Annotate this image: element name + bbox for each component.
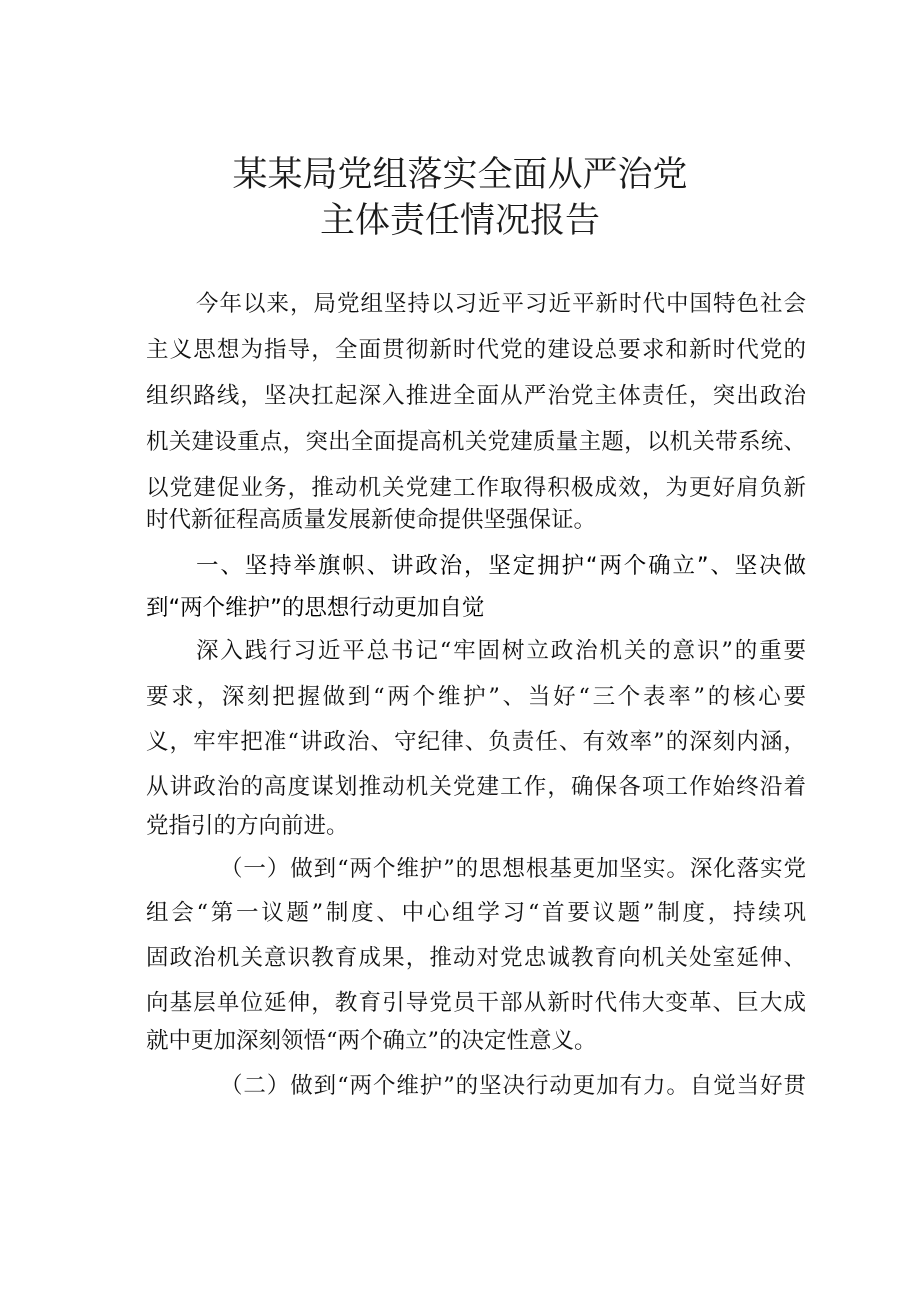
subsection-line: 就中更加深刻领悟“两个确立”的决定性意义。	[146, 1028, 597, 1054]
intro-line: 今年以来，局党组坚持以习近平习近平新时代中国特色社会	[196, 291, 806, 317]
intro-line: 主义思想为指导，全面贯彻新时代党的建设总要求和新时代党的	[146, 337, 806, 363]
section-heading-line: 一、坚持举旗帜、讲政治，坚定拥护“两个确立”、坚决做	[196, 553, 806, 579]
section-body-line: 党指引的方向前进。	[146, 813, 349, 839]
section-body-line: 从讲政治的高度谋划推动机关党建工作，确保各项工作始终沿着	[146, 774, 806, 800]
section-heading-line: 到“两个维护”的思想行动更加自觉	[146, 595, 485, 621]
intro-line: 组织路线，坚决扛起深入推进全面从严治党主体责任，突出政治	[146, 383, 806, 409]
document-title-line-2: 主体责任情况报告	[319, 201, 600, 241]
subsection-line: 固政治机关意识教育成果，推动对党忠诚教育向机关处室延伸、	[146, 945, 806, 971]
section-body-line: 深入践行习近平总书记“牢固树立政治机关的意识”的重要	[196, 638, 806, 664]
subsection-line: 向基层单位延伸，教育引导党员干部从新时代伟大变革、巨大成	[146, 990, 806, 1016]
intro-line: 以党建促业务，推动机关党建工作取得积极成效，为更好肩负新	[146, 475, 806, 501]
section-body-line: 义，牢牢把准“讲政治、守纪律、负责任、有效率”的深刻内涵，	[146, 729, 806, 755]
section-body-line: 要求，深刻把握做到“两个维护”、当好“三个表率”的核心要	[146, 684, 806, 710]
intro-line: 机关建设重点，突出全面提高机关党建质量主题，以机关带系统、	[146, 429, 806, 455]
subsection-line: 组会“第一议题”制度、中心组学习“首要议题”制度，持续巩	[146, 900, 806, 926]
subsection-line: （一）做到“两个维护”的思想根基更加坚实。深化落实党	[220, 856, 806, 882]
subsection-line: （二）做到“两个维护”的坚决行动更加有力。自觉当好贯	[220, 1073, 806, 1099]
intro-line: 时代新征程高质量发展新使命提供坚强保证。	[146, 507, 597, 533]
document-title-line-1: 某某局党组落实全面从严治党	[232, 155, 688, 195]
